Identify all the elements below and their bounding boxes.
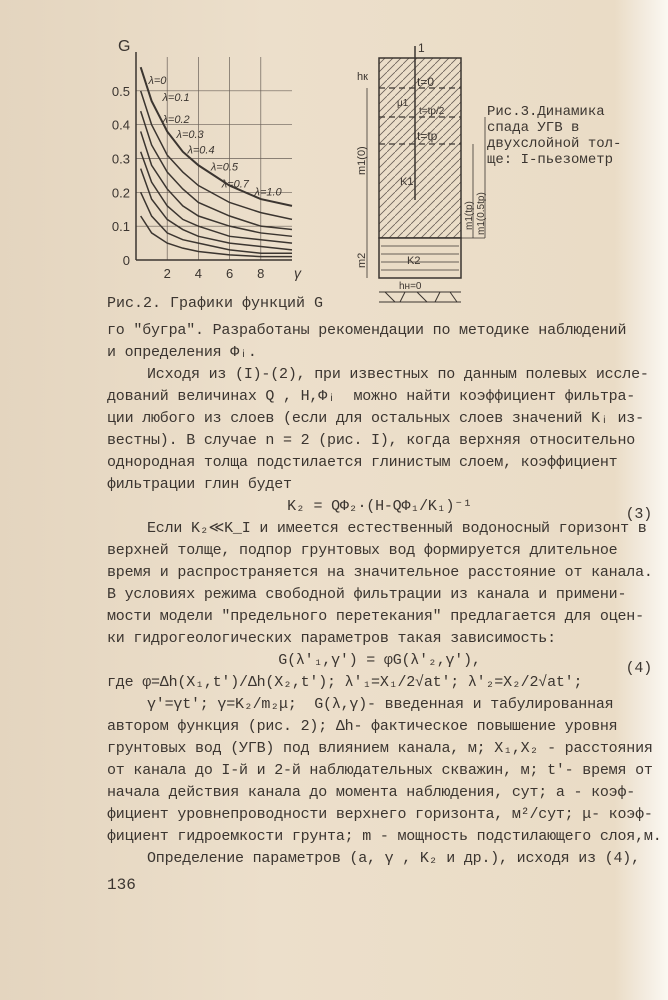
label-m1-0: m1(0) bbox=[356, 146, 368, 175]
series-line-5 bbox=[141, 169, 292, 250]
line-text: однородная толща подстилается глинистым слоем, коэффициент bbox=[107, 454, 618, 471]
y-axis-label: G bbox=[118, 38, 131, 55]
legend-label: λ=0 bbox=[148, 75, 167, 88]
text-line bbox=[107, 320, 652, 342]
x-tick-label: 8 bbox=[257, 266, 265, 281]
text-line bbox=[107, 474, 652, 496]
line-text: верхней толще, подпор грунтовых вод формируется длительное bbox=[107, 542, 618, 559]
line-text: от канала до I-й и 2-й наблюдательных скважин, м; t'- время от bbox=[107, 762, 653, 779]
y-tick-label: 0.3 bbox=[111, 151, 130, 167]
label-k2: K2 bbox=[407, 255, 421, 267]
legend-label: λ=0.4 bbox=[187, 144, 215, 157]
legend-label: λ=0.7 bbox=[221, 178, 249, 191]
text-line bbox=[107, 540, 652, 562]
line-text: фильтрации глин будет bbox=[107, 476, 292, 493]
formula-line bbox=[107, 496, 652, 523]
legend-label: λ=0.1 bbox=[162, 91, 190, 104]
text-line bbox=[107, 430, 652, 452]
text-line bbox=[107, 364, 652, 386]
text-line bbox=[107, 804, 652, 826]
text-line bbox=[107, 782, 652, 804]
y-tick-label: 0.1 bbox=[111, 219, 130, 235]
y-tick-label: 0.5 bbox=[111, 83, 130, 99]
line-text: В условиях режима свободной фильтрации из канала и примени- bbox=[107, 586, 627, 603]
page-number: 136 bbox=[107, 876, 136, 894]
text-line bbox=[107, 716, 652, 738]
text-line bbox=[107, 672, 652, 694]
text-line bbox=[107, 760, 652, 782]
equation-number: (4) bbox=[625, 660, 652, 677]
x-tick-label: 2 bbox=[163, 266, 171, 281]
figure-2-caption: Рис.2. Графики функций G bbox=[107, 295, 324, 312]
text-line bbox=[107, 606, 652, 628]
line-text: мости модели "предельного перетекания" предлагается для оцен- bbox=[107, 608, 644, 625]
line-text: K₂ = QΦ₂·(H-QΦ₁/K₁)⁻¹ bbox=[287, 498, 472, 515]
text-line bbox=[107, 738, 652, 760]
label-tp: t=tр bbox=[417, 129, 438, 143]
line-text: и определения Φᵢ. bbox=[107, 344, 257, 361]
line-text: Определение параметров (a, γ , K₂ и др.), исходя из (4), bbox=[147, 850, 640, 867]
text-line bbox=[107, 848, 652, 870]
line-text: γ'=γt'; γ=K₂/m₂μ; G(λ,γ)- введенная и табулированная bbox=[147, 696, 614, 713]
label-piezometer: 1 bbox=[418, 41, 425, 55]
text-line bbox=[107, 694, 652, 716]
y-tick-label: 0 bbox=[122, 253, 130, 268]
line-text: го "бугра". Разработаны рекомендации по методике наблюдений bbox=[107, 322, 627, 339]
label-t0: t=0 bbox=[417, 75, 435, 89]
text-line bbox=[107, 826, 662, 848]
x-axis-label: γ bbox=[294, 265, 301, 281]
y-tick-label: 0.2 bbox=[111, 185, 130, 201]
text-line bbox=[107, 584, 652, 606]
series-line-0 bbox=[141, 67, 292, 206]
caption-line: Рис.3.Динамика bbox=[487, 104, 605, 120]
line-text: где φ=Δh(X₁,t')/Δh(X₂,t'); λ'₁=X₁/2√at'; λ'₂=X₂/2√at'; bbox=[107, 674, 583, 691]
label-hn: hн=0 bbox=[399, 281, 422, 292]
line-text: фициент уровнепроводности верхнего горизонта, м²/сут; μ- коэф- bbox=[107, 806, 653, 823]
text-line bbox=[107, 628, 652, 650]
label-m1-tp: m1(tр) bbox=[464, 201, 475, 230]
line-text: G(λ'₁,γ') = φG(λ'₂,γ'), bbox=[278, 652, 481, 669]
y-tick-label: 0.4 bbox=[111, 117, 130, 133]
text-line bbox=[107, 408, 652, 430]
x-tick-label: 6 bbox=[225, 266, 234, 281]
text-line bbox=[107, 518, 652, 540]
label-m1-05tp: m1(0.5tр) bbox=[476, 192, 487, 235]
label-m2: m2 bbox=[356, 252, 368, 268]
line-text: ции любого из слоев (если для остальных слоев значений Kᵢ из- bbox=[107, 410, 644, 427]
label-hk: hк bbox=[357, 71, 368, 83]
label-t-half: t=tр/2 bbox=[419, 106, 445, 117]
body-text bbox=[107, 320, 662, 870]
line-text: грунтовых вод (УГВ) под влиянием канала, м; X₁,X₂ - расстояния bbox=[107, 740, 653, 757]
figure-3-caption bbox=[487, 104, 621, 168]
legend-label: λ=1.0 bbox=[254, 186, 282, 199]
formula-line bbox=[107, 650, 652, 677]
caption-line: ще: I-пьезометр bbox=[487, 152, 614, 168]
legend-label: λ=0.3 bbox=[176, 129, 204, 142]
line-text: начала действия канала до момента наблюдения, сут; a - коэф- bbox=[107, 784, 636, 801]
figure-3-diagram bbox=[355, 40, 485, 305]
text-line bbox=[107, 342, 652, 364]
x-tick-label: 4 bbox=[194, 266, 203, 281]
text-line bbox=[107, 562, 652, 584]
legend-label: λ=0.5 bbox=[210, 161, 239, 174]
text-line bbox=[107, 386, 652, 408]
equation-number: (3) bbox=[625, 506, 652, 523]
label-k1: K1 bbox=[400, 176, 414, 188]
text-line bbox=[107, 452, 652, 474]
caption-line: спада УГВ в bbox=[487, 120, 580, 136]
line-text: Если K₂≪K_I и имеется естественный водоносный горизонт в bbox=[147, 520, 647, 537]
label-mu1: μ1 bbox=[397, 98, 409, 109]
caption-line: двухслойной тол- bbox=[487, 136, 622, 152]
line-text: вестны). В случае n = 2 (рис. I), когда верхняя относительно bbox=[107, 432, 636, 449]
figure-2-chart bbox=[95, 20, 325, 295]
line-text: время и распространяется на значительное расстояние от канала. bbox=[107, 564, 653, 581]
line-text: Исходя из (I)-(2), при известных по данным полевых иссле- bbox=[147, 366, 649, 383]
line-text: ки гидрогеологических параметров такая зависимость: bbox=[107, 630, 556, 647]
legend-label: λ=0.2 bbox=[162, 113, 190, 126]
line-text: фициент гидроемкости грунта; m - мощность подстилающего слоя,м. bbox=[107, 828, 662, 845]
line-text: автором функция (рис. 2); Δh- фактическое повышение уровня bbox=[107, 718, 618, 735]
line-text: дований величинах Q , H,Φᵢ можно найти коэффициент фильтра- bbox=[107, 388, 636, 405]
